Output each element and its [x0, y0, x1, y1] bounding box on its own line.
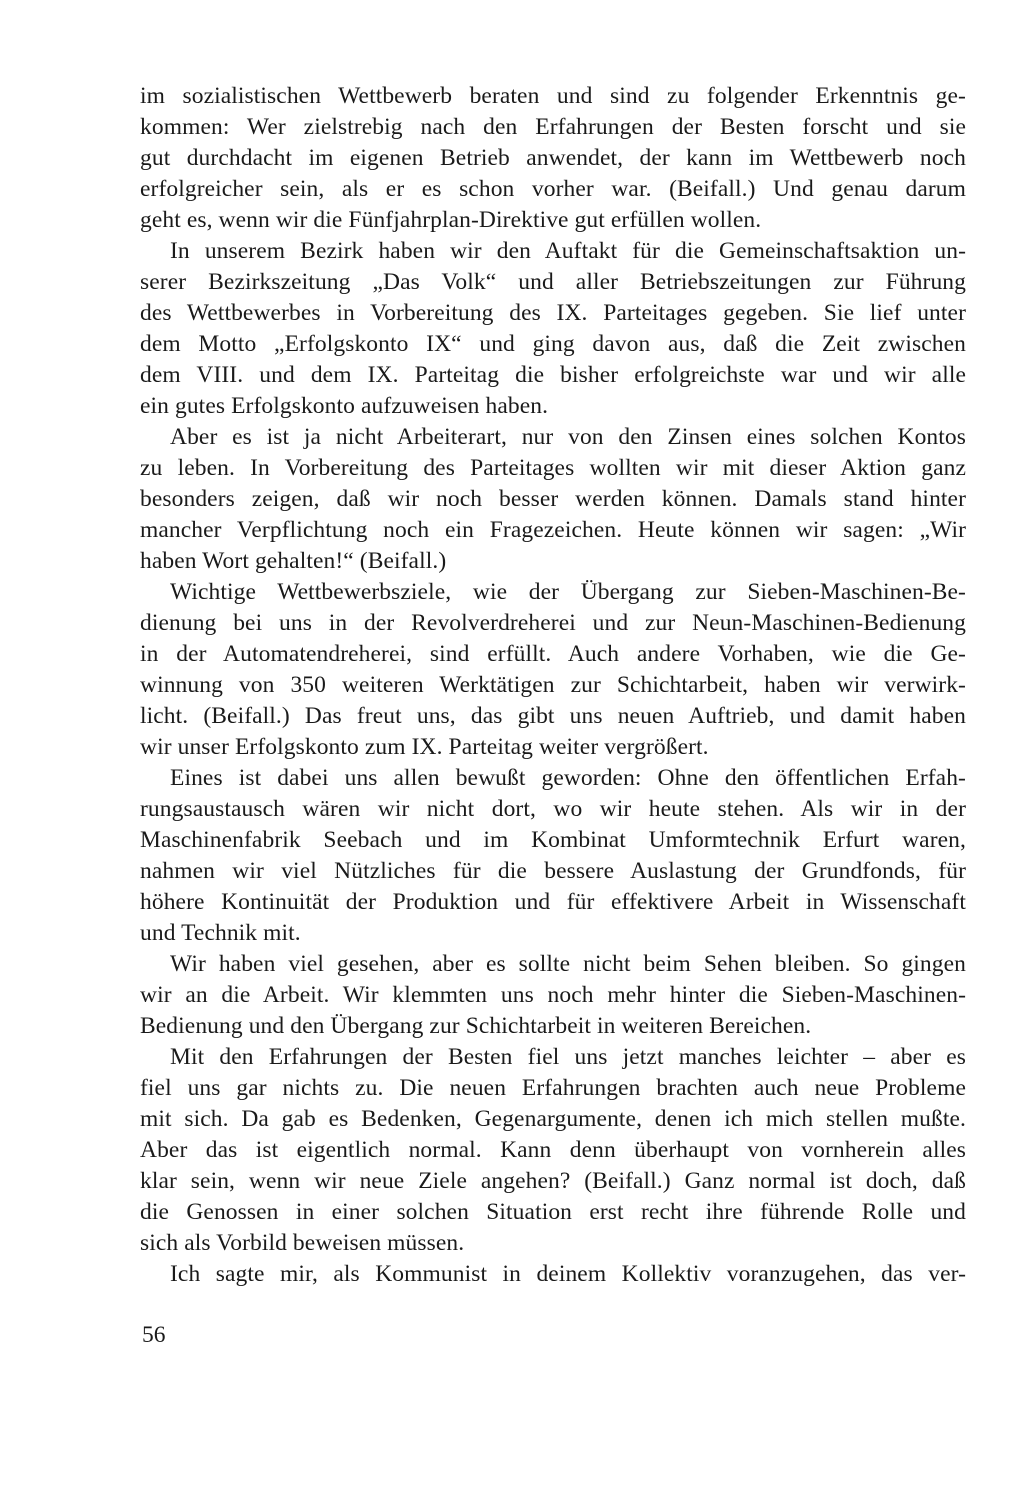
text-line: haben Wort gehalten!“ (Beifall.) — [140, 548, 447, 574]
text-line: Mit den Erfahrungen der Besten fiel uns jetzt manches leichter – aber es — [170, 1044, 966, 1070]
text-line: wir an die Arbeit. Wir klemmten uns noch mehr hinter die Sieben-Maschinen- — [140, 982, 966, 1008]
text-line: winnung von 350 weiteren Werktätigen zur Schichtarbeit, haben wir verwirk- — [140, 672, 966, 698]
text-line: mit sich. Da gab es Bedenken, Gegenargumente, denen ich mich stellen mußte. — [140, 1106, 966, 1132]
text-line: gut durchdacht im eigenen Betrieb anwendet, der kann im Wettbewerb noch — [140, 145, 966, 171]
text-line: Bedienung und den Übergang zur Schichtarbeit in weiteren Bereichen. — [140, 1013, 812, 1039]
page-number: 56 — [142, 1322, 166, 1348]
text-line: erfolgreicher sein, als er es schon vorher war. (Beifall.) Und genau darum — [140, 176, 966, 202]
text-line: In unserem Bezirk haben wir den Auftakt für die Gemeinschaftsaktion un- — [170, 238, 966, 264]
text-line: dem VIII. und dem IX. Parteitag die bisher erfolgreichste war und wir alle — [140, 362, 966, 388]
text-line: höhere Kontinuität der Produktion und für effektivere Arbeit in Wissenschaft — [140, 889, 966, 915]
text-line: ein gutes Erfolgskonto aufzuweisen haben. — [140, 393, 549, 419]
text-line: Aber das ist eigentlich normal. Kann denn überhaupt von vornherein alles — [140, 1137, 966, 1163]
text-line: licht. (Beifall.) Das freut uns, das gibt uns neuen Auftrieb, und damit haben — [140, 703, 966, 729]
text-line: Maschinenfabrik Seebach und im Kombinat Umformtechnik Erfurt waren, — [140, 827, 966, 853]
text-line: rungsaustausch wären wir nicht dort, wo wir heute stehen. Als wir in der — [140, 796, 966, 822]
text-line: in der Automatendreherei, sind erfüllt. Auch andere Vorhaben, wie die Ge- — [140, 641, 966, 667]
text-line: kommen: Wer zielstrebig nach den Erfahrungen der Besten forscht und sie — [140, 114, 966, 140]
text-line: Wir haben viel gesehen, aber es sollte nicht beim Sehen bleiben. So gingen — [170, 951, 966, 977]
text-line: Aber es ist ja nicht Arbeiterart, nur von den Zinsen eines solchen Kontos — [170, 424, 966, 450]
text-line: Ich sagte mir, als Kommunist in deinem Kollektiv voranzugehen, das ver- — [170, 1261, 966, 1287]
text-line: nahmen wir viel Nützliches für die bessere Auslastung der Grundfonds, für — [140, 858, 966, 884]
body-text — [140, 81, 966, 1290]
text-line: dienung bei uns in der Revolverdreherei und zur Neun-Maschinen-Bedienung — [140, 610, 966, 636]
text-line: sich als Vorbild beweisen müssen. — [140, 1230, 465, 1256]
text-line: serer Bezirkszeitung „Das Volk“ und aller Betriebszeitungen zur Führung — [140, 269, 966, 295]
text-line: geht es, wenn wir die Fünfjahrplan-Direktive gut erfüllen wollen. — [140, 207, 762, 233]
text-line: besonders zeigen, daß wir noch besser werden können. Damals stand hinter — [140, 486, 966, 512]
text-line: die Genossen in einer solchen Situation erst recht ihre führende Rolle und — [140, 1199, 966, 1225]
text-line: Eines ist dabei uns allen bewußt geworden: Ohne den öffentlichen Erfah- — [170, 765, 966, 791]
text-line: dem Motto „Erfolgskonto IX“ und ging davon aus, daß die Zeit zwischen — [140, 331, 966, 357]
text-line: des Wettbewerbes in Vorbereitung des IX. Parteitages gegeben. Sie lief unter — [140, 300, 966, 326]
text-line: zu leben. In Vorbereitung des Parteitages wollten wir mit dieser Aktion ganz — [140, 455, 966, 481]
text-line: wir unser Erfolgskonto zum IX. Parteitag weiter vergrößert. — [140, 734, 709, 760]
text-line: im sozialistischen Wettbewerb beraten und sind zu folgender Erkenntnis ge- — [140, 83, 966, 109]
text-line: mancher Verpflichtung noch ein Fragezeichen. Heute können wir sagen: „Wir — [140, 517, 966, 543]
text-line: Wichtige Wettbewerbsziele, wie der Übergang zur Sieben-Maschinen-Be- — [170, 579, 966, 605]
text-line: klar sein, wenn wir neue Ziele angehen? (Beifall.) Ganz normal ist doch, daß — [140, 1168, 966, 1194]
text-line: und Technik mit. — [140, 920, 301, 946]
text-line: fiel uns gar nichts zu. Die neuen Erfahrungen brachten auch neue Probleme — [140, 1075, 966, 1101]
